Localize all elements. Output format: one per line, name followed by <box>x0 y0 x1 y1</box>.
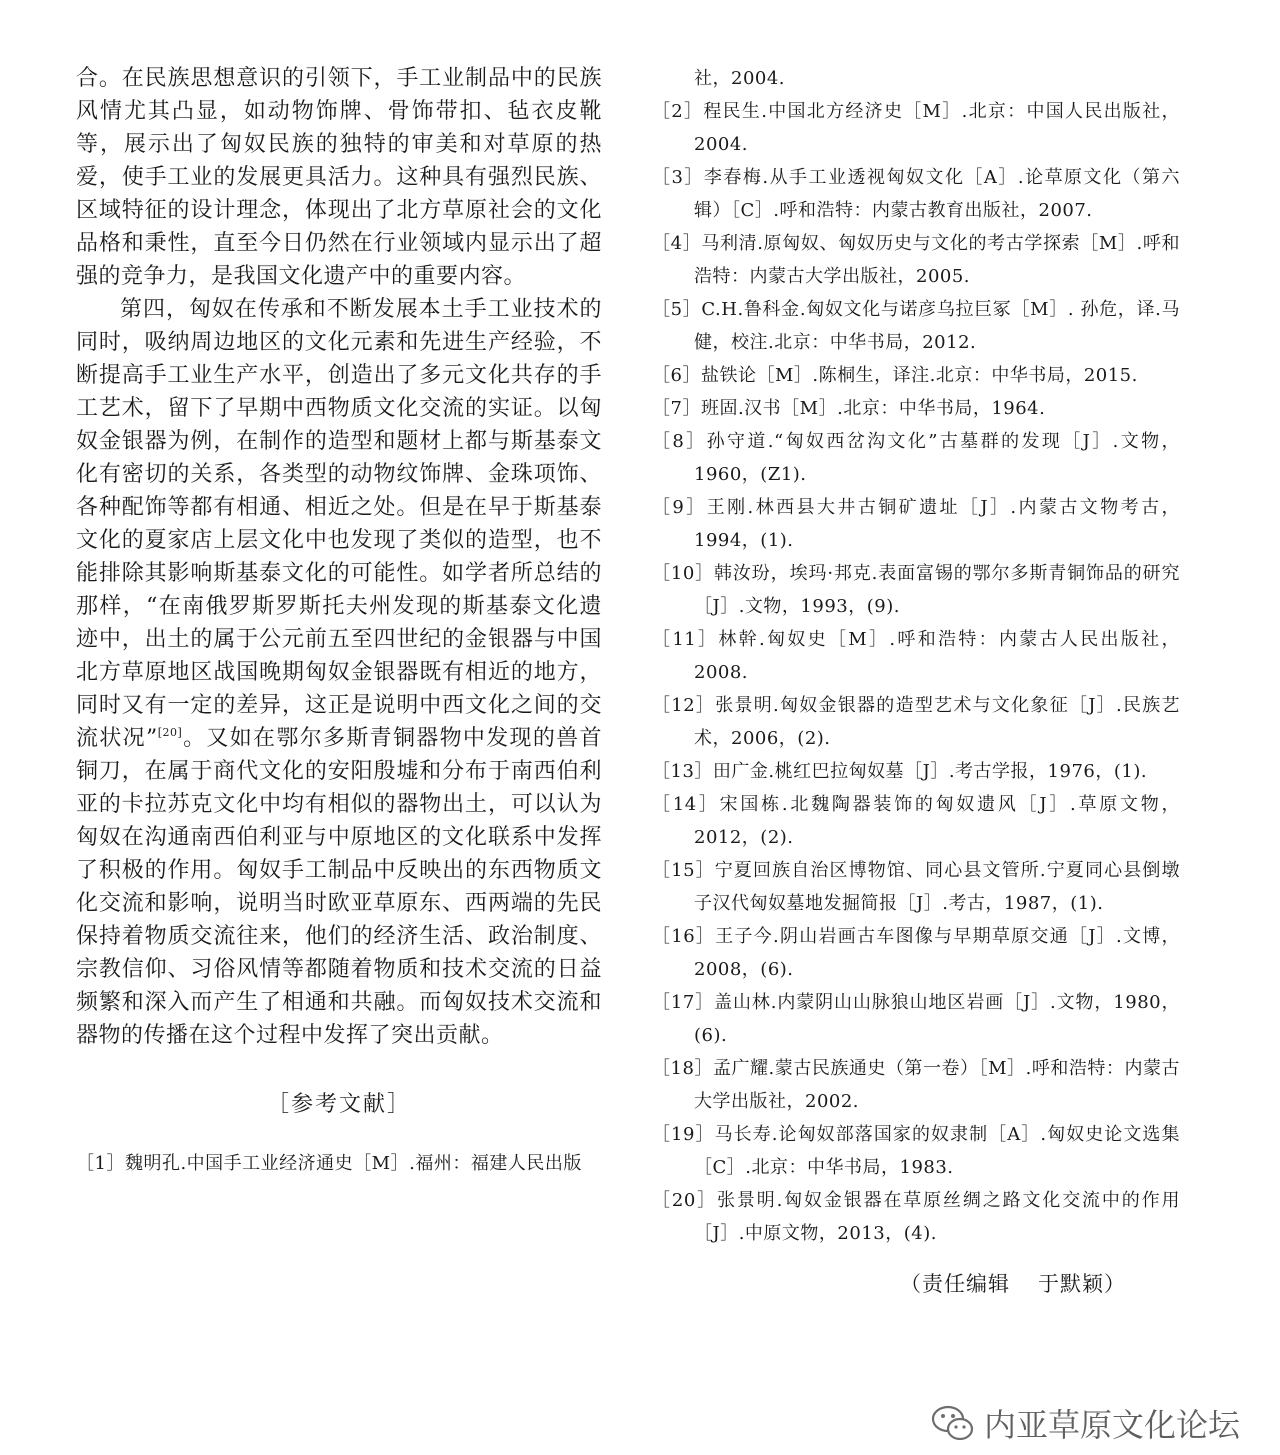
editor-name: 于默颖） <box>1038 1272 1126 1296</box>
body-paragraph-1: 合。在民族思想意识的引领下，手工业制品中的民族风情尤其凸显，如动物饰牌、骨饰带扣、毡衣皮靴等，展示出了匈奴民族的独特的审美和对草原的热爱，使手工业的发展更具活力。这种具有强烈民族、区域特征的设计理念，体现出了北方草原社会的文化品格和秉性，直至今日仍然在行业领域内显示出了超强的竞争力，是我国文化遗产中的重要内容。 <box>76 66 602 289</box>
right-column <box>652 62 1180 1250</box>
reference-item-7: ［7］班固.汉书［M］.北京：中华书局，1964. <box>652 398 1046 419</box>
reference-item-14: ［14］宋国栋.北魏陶器装饰的匈奴遗风［J］.草原文物，2012，(2). <box>652 794 1180 848</box>
reference-item-19: ［19］马长寿.论匈奴部落国家的奴隶制［A］.匈奴史论文选集［C］.北京：中华书局，1983. <box>652 1124 1180 1178</box>
responsible-editor <box>900 1268 1126 1301</box>
reference-item-1-continued: 社，2004. <box>694 68 786 89</box>
reference-item-8: ［8］孙守道.“匈奴西岔沟文化”古墓群的发现［J］.文物，1960，(Z1). <box>652 431 1180 485</box>
reference-item-2: ［2］程民生.中国北方经济史［M］.北京：中国人民出版社，2004. <box>652 101 1180 155</box>
wechat-icon <box>930 1403 976 1443</box>
watermark-text: 内亚草原文化论坛 <box>984 1406 1241 1444</box>
reference-item-20: ［20］张景明.匈奴金银器在草原丝绸之路文化交流中的作用［J］.中原文物，2013，(4). <box>652 1190 1180 1244</box>
body-paragraph-2 <box>76 293 602 1052</box>
references-heading: ［参考文献］ <box>266 1092 411 1117</box>
reference-item-11: ［11］林幹.匈奴史［M］.呼和浩特：内蒙古人民出版社，2008. <box>652 629 1180 683</box>
citation-20[interactable]: [20] <box>157 726 183 739</box>
reference-item-6: ［6］盐铁论［M］.陈桐生，译注.北京：中华书局，2015. <box>652 365 1138 386</box>
reference-item-9: ［9］王刚.林西县大井古铜矿遗址［J］.内蒙古文物考古，1994，(1). <box>652 497 1180 551</box>
reference-item-17: ［17］盖山林.内蒙阴山山脉狼山地区岩画［J］.文物，1980，(6). <box>652 992 1180 1046</box>
reference-item-1: ［1］魏明孔.中国手工业经济通史［M］.福州：福建人民出版 <box>76 1153 582 1174</box>
paragraph-2-text-a: 第四，匈奴在传承和不断发展本土手工业技术的同时，吸纳周边地区的文化元素和先进生产经验，不断提高手工业生产水平，创造出了多元文化共存的手工艺术，留下了早期中西物质文化交流的实证。以匈奴金银器为例，在制作的造型和题材上都与斯基泰文化有密切的关系，各类型的动物纹饰牌、金珠项饰、各种配饰等都有相通、相近之处。但是在早于斯基泰文化的夏家店上层文化中也发现了类似的造型，也不能排除其影响斯基泰文化的可能性。如学者所总结的那样，“在南俄罗斯罗斯托夫州发现的斯基泰文化遗迹中，出土的属于公元前五至四世纪的金银器与中国北方草原地区战国晚期匈奴金银器既有相近的地方，同时又有一定的差异，这正是说明中西文化之间的交流状况” <box>76 297 602 751</box>
reference-item-16: ［16］王子今.阴山岩画古车图像与早期草原交通［J］.文博，2008，(6). <box>652 926 1180 980</box>
watermark <box>930 1400 1240 1446</box>
editor-label: （责任编辑 <box>900 1272 1010 1296</box>
reference-item-3: ［3］李春梅.从手工业透视匈奴文化［A］.论草原文化（第六辑）［C］.呼和浩特：内蒙古教育出版社，2007. <box>652 167 1180 221</box>
reference-item-15: ［15］宁夏回族自治区博物馆、同心县文管所.宁夏同心县倒墩子汉代匈奴墓地发掘简报［J］.考古，1987，(1). <box>652 860 1180 914</box>
reference-item-10: ［10］韩汝玢，埃玛·邦克.表面富锡的鄂尔多斯青铜饰品的研究［J］.文物，1993，(9). <box>652 563 1180 617</box>
paragraph-2-text-b: 。又如在鄂尔多斯青铜器物中发现的兽首铜刀，在属于商代文化的安阳殷墟和分布于南西伯利亚的卡拉苏克文化中均有相似的器物出土，可以认为匈奴在沟通南西伯利亚与中原地区的文化联系中发挥了积极的作用。匈奴手工制品中反映出的东西物质文化交流和影响，说明当时欧亚草原东、西两端的先民保持着物质交流往来，他们的经济生活、政治制度、宗教信仰、习俗风情等都随着物质和技术交流的日益频繁和深入而产生了相通和共融。而匈奴技术交流和器物的传播在这个过程中发挥了突出贡献。 <box>76 726 602 1048</box>
reference-item-5: ［5］C.H.鲁科金.匈奴文化与诺彦乌拉巨冢［M］. 孙危，译.马健，校注.北京：中华书局，2012. <box>652 299 1180 353</box>
reference-item-4: ［4］马利清.原匈奴、匈奴历史与文化的考古学探索［M］.呼和浩特：内蒙古大学出版社，2005. <box>652 233 1180 287</box>
references-list-left <box>76 1147 602 1180</box>
reference-item-13: ［13］田广金.桃红巴拉匈奴墓［J］.考古学报，1976，(1). <box>652 761 1148 782</box>
reference-item-18: ［18］孟广耀.蒙古民族通史（第一卷）［M］.呼和浩特：内蒙古大学出版社，2002. <box>652 1058 1180 1112</box>
left-column <box>76 62 602 1180</box>
reference-item-12: ［12］张景明.匈奴金银器的造型艺术与文化象征［J］.民族艺术，2006，(2). <box>652 695 1180 749</box>
